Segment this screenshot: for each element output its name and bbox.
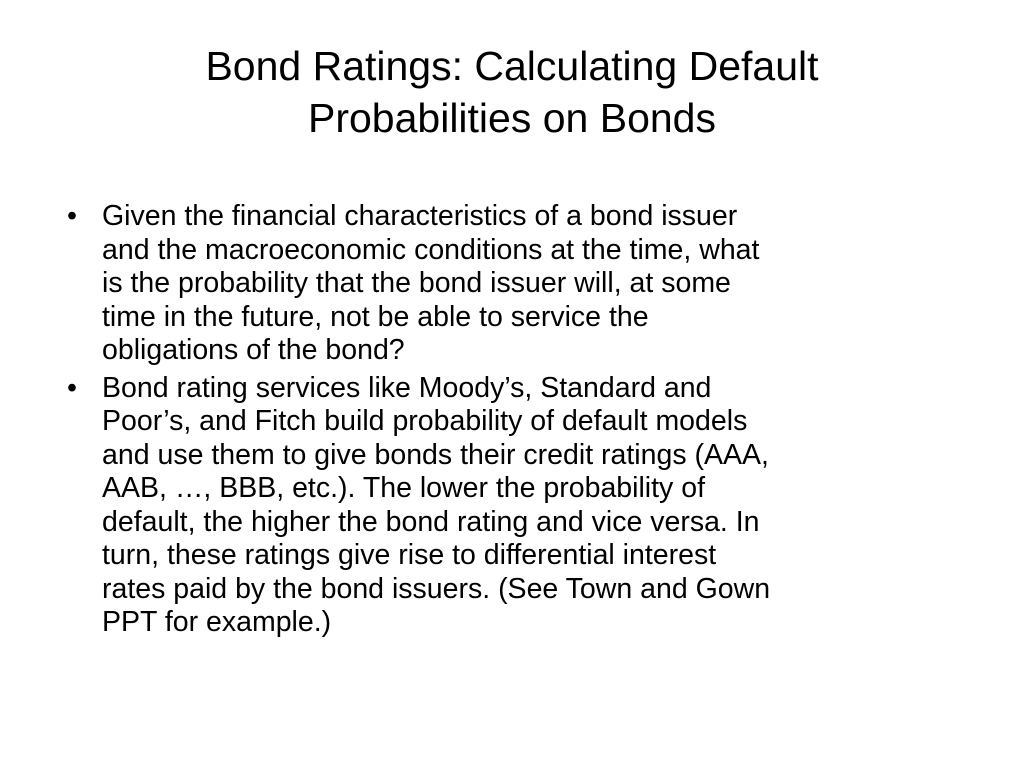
bullet-item-default-probability-question xyxy=(60,200,980,368)
bullet-text-line: rates paid by the bond issuers. (See Town and Gown xyxy=(102,572,771,605)
bullet-text-line: Poor’s, and Fitch build probability of default models xyxy=(102,405,748,437)
slide-title xyxy=(60,40,964,144)
bullet-text-line: and use them to give bonds their credit ratings (AAA, xyxy=(102,438,769,471)
bullet-text-line: turn, these ratings give rise to differential interest xyxy=(102,539,717,571)
bullet-text-line: Given the financial characteristics of a bond issuer xyxy=(102,200,738,232)
bullet-list xyxy=(60,200,980,644)
slide-title-line: Probabilities on Bonds xyxy=(308,95,716,141)
bullet-text-line: obligations of the bond? xyxy=(102,334,405,366)
slide-title-line: Bond Ratings: Calculating Default xyxy=(205,43,819,89)
bullet-text-line: is the probability that the bond issuer will, at some xyxy=(102,267,731,299)
bullet-item-rating-services xyxy=(60,372,980,640)
bullet-icon: • xyxy=(67,200,77,232)
bullet-text-line: Bond rating services like Moody’s, Standard and xyxy=(102,371,712,404)
bullet-text-line: and the macroeconomic conditions at the time, what xyxy=(102,233,760,266)
bullet-text-line: PPT for example.) xyxy=(102,606,332,638)
bullet-icon: • xyxy=(67,371,77,404)
bullet-text-line: default, the higher the bond rating and vice versa. In xyxy=(102,505,760,538)
bullet-text-line: AAB, …, BBB, etc.). The lower the probability of xyxy=(102,472,705,504)
bullet-text-line: time in the future, not be able to service the xyxy=(102,300,649,333)
